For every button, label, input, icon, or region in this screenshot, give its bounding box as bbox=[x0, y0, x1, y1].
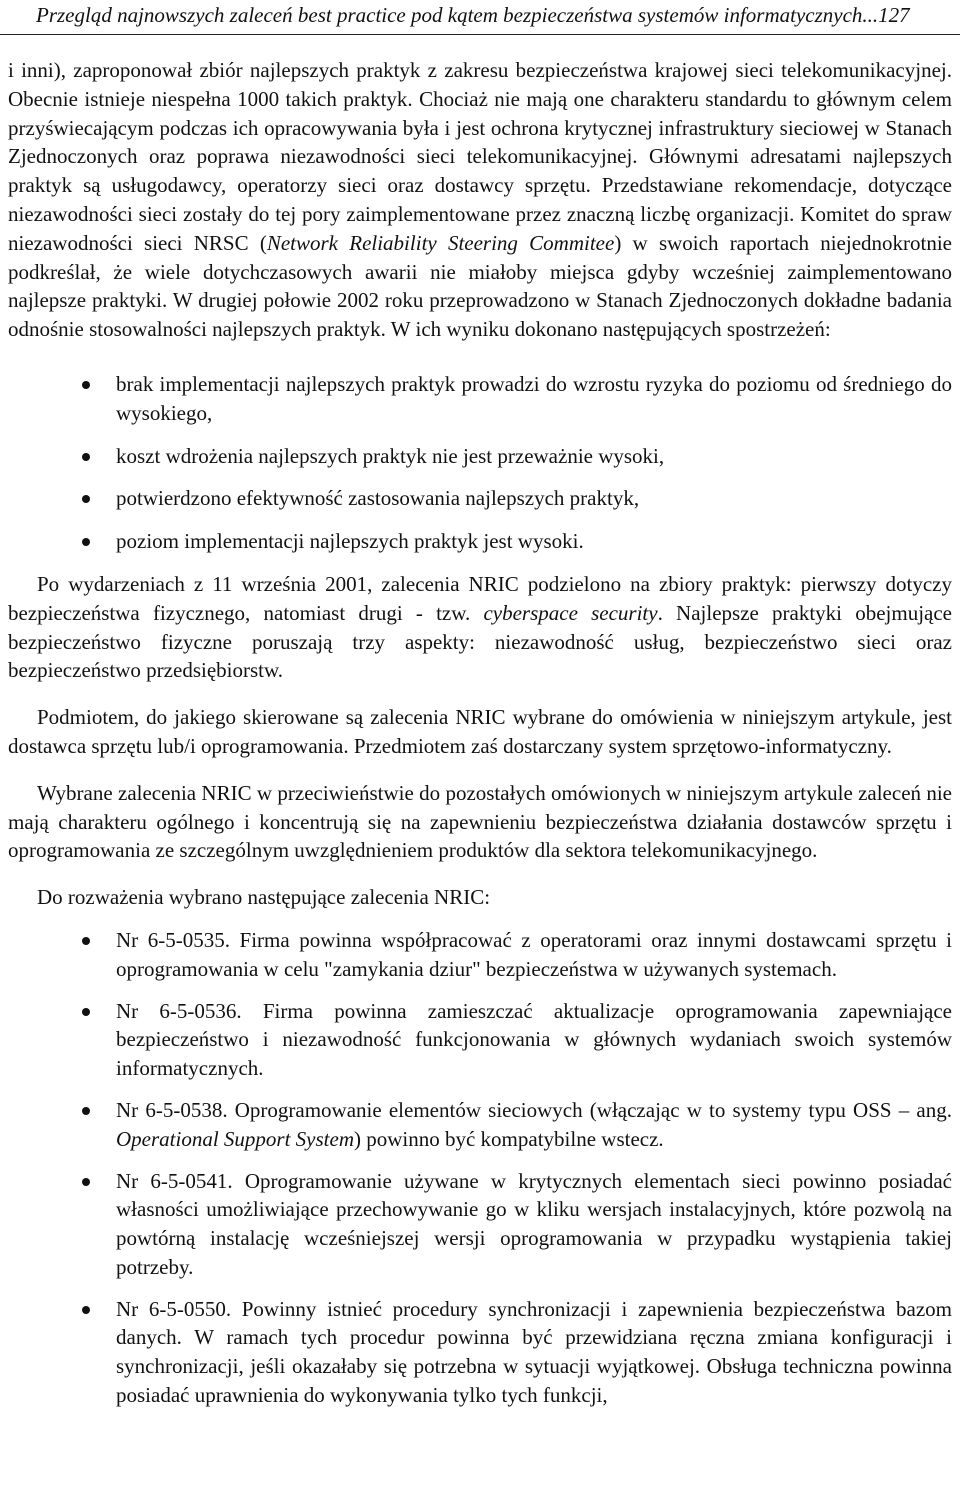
italic-term-nrsc: Network Reliability Steering Commitee bbox=[266, 230, 615, 255]
body-text bbox=[8, 56, 952, 1423]
findings-list bbox=[8, 370, 952, 556]
running-header bbox=[36, 2, 952, 28]
italic-term-cyberspace: cyberspace security bbox=[483, 600, 658, 625]
bullet-icon bbox=[82, 381, 90, 389]
bullet-icon bbox=[82, 1306, 90, 1314]
header-rule bbox=[0, 34, 960, 35]
bullet-icon bbox=[82, 1107, 90, 1115]
italic-term-oss: Operational Support System bbox=[116, 1126, 354, 1151]
list-item: koszt wdrożenia najlepszych praktyk nie jest przeważnie wysoki, bbox=[8, 442, 952, 471]
list-item: Nr 6-5-0538. Oprogramowanie elementów sieciowych (włączając w to systemy typu OSS – ang. Operational Support System) powinno być kompatybilne wstecz. bbox=[8, 1096, 952, 1154]
list-item: Nr 6-5-0541. Oprogramowanie używane w krytycznych elementach sieci powinno posiadać własności umożliwiające przechowywanie go w kliku wersjach instalacyjnych, które pozwolą na powtórną instalację wcześniejszej wersji oprogramowania w przypadku wystąpienia takiej potrzeby. bbox=[8, 1167, 952, 1282]
list-item: Nr 6-5-0550. Powinny istnieć procedury synchronizacji i zapewnienia bezpieczeństwa bazom danych. W ramach tych procedur powinna być przewidziana ręczna zmiana konfiguracji i synchronizacji, jeśli okazałaby się potrzebna w sytuacji wyjątkowej. Obsługa techniczna powinna posiadać uprawnienia do wykonywania tylko tych funkcji, bbox=[8, 1295, 952, 1410]
bullet-icon bbox=[82, 538, 90, 546]
bullet-icon bbox=[82, 1008, 90, 1016]
bullet-icon bbox=[82, 495, 90, 503]
page-number: 127 bbox=[878, 3, 910, 27]
paragraph-recommendations-intro: Do rozważenia wybrano następujące zalecenia NRIC: bbox=[37, 885, 491, 910]
recommendations-list bbox=[8, 926, 952, 1410]
paragraph-selected: Wybrane zalecenia NRIC w przeciwieństwie do pozostałych omówionych w niniejszym artykule zaleceń nie mają charakteru ogólnego i koncentrują się na zapewnieniu bezpieczeństwa działania dostawców sprzętu i oprogramowania ze szczególnym uwzględnieniem produktów dla sektora telekomunikacyjnego. bbox=[8, 780, 952, 863]
bullet-icon bbox=[82, 937, 90, 945]
paragraph-intro: i inni), zaproponował zbiór najlepszych praktyk z zakresu bezpieczeństwa krajowej sieci telekomunikacyjnej. Obecnie istnieje niespełna 1000 takich praktyk. Chociaż nie mają one charakteru standardu to głównym celem przyświecającym podczas ich opracowywania była i jest ochrona krytycznej infrastruktury sieciowej w Stanach Zjednoczonych oraz poprawa niezawodności sieci telekomunikacyjnej. Głównymi adresatami najlepszych praktyk są usługodawcy, operatorzy sieci oraz dostawcy sprzętu. Przedstawiane rekomendacje, dotyczące niezawodności sieci zostały do tej pory zaimplementowane przez znaczną liczbę organizacji. Komitet do spraw niezawodności sieci NRSC (Network Reliability Steering Commitee) w swoich raportach niejednokrotnie podkreślał, że wiele dotychczasowych awarii nie miałoby miejsca gdyby wcześniej zaimplementowano najlepsze praktyki. W drugiej połowie 2002 roku przeprowadzono w Stanach Zjednoczonych dokładne badania odnośnie stosowalności najlepszych praktyk. W ich wyniku dokonano następujących spostrzeżeń: bbox=[8, 58, 953, 342]
list-item: poziom implementacji najlepszych praktyk jest wysoki. bbox=[8, 527, 952, 556]
bullet-icon bbox=[82, 1178, 90, 1186]
list-item: potwierdzono efektywność zastosowania najlepszych praktyk, bbox=[8, 484, 952, 513]
paragraph-subject: Podmiotem, do jakiego skierowane są zalecenia NRIC wybrane do omówienia w niniejszym artykule, jest dostawca sprzętu lub/i oprogramowania. Przedmiotem zaś dostarczany system sprzętowo-informatyczny. bbox=[8, 705, 952, 758]
paragraph-september: Po wydarzeniach z 11 września 2001, zalecenia NRIC podzielono na zbiory praktyk: pierwszy dotyczy bezpieczeństwa fizycznego, natomiast drugi - tzw. cyberspace security. Najlepsze praktyki obejmujące bezpieczeństwo fizyczne poruszają trzy aspekty: niezawodność usług, bezpieczeństwo sieci oraz bezpieczeństwo przedsiębiorstw. bbox=[8, 571, 952, 683]
header-title: Przegląd najnowszych zaleceń best practice pod kątem bezpieczeństwa systemów informatycznych... bbox=[36, 3, 879, 27]
list-item: brak implementacji najlepszych praktyk prowadzi do wzrostu ryzyka do poziomu od średniego do wysokiego, bbox=[8, 370, 952, 428]
bullet-icon bbox=[82, 453, 90, 461]
list-item: Nr 6-5-0535. Firma powinna współpracować z operatorami oraz innymi dostawcami sprzętu i oprogramowania w celu "zamykania dziur" bezpieczeństwa w używanych systemach. bbox=[8, 926, 952, 984]
list-item: Nr 6-5-0536. Firma powinna zamieszczać aktualizacje oprogramowania zapewniające bezpieczeństwo i niezawodność funkcjonowania w głównych wydaniach swoich systemów informatycznych. bbox=[8, 997, 952, 1083]
